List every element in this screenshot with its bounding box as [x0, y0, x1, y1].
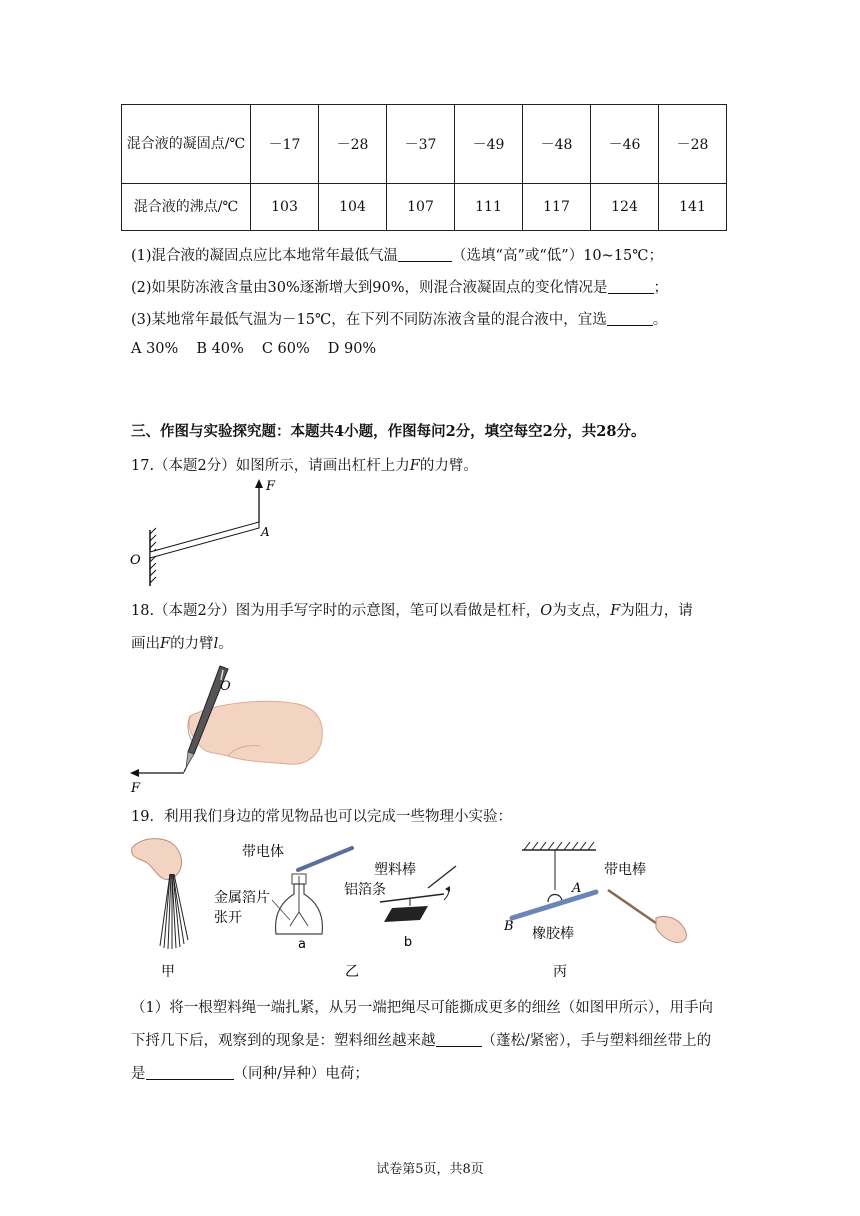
q16-part2-text: (2)如果防冻液含量由30%逐渐增大到90%，则混合液凝固点的变化情况是: [131, 280, 608, 296]
option-b[interactable]: B 40%: [196, 341, 244, 357]
section-title: 三、作图与实验探究题：本题共4小题，作图每问2分，填空每空2分，共28分。: [131, 423, 646, 440]
table-cell: 141: [659, 184, 727, 231]
q16-part3-text: (3)某地常年最低气温为－15℃，在下列不同防冻液含量的混合液中，宜选: [131, 312, 607, 328]
q19-part1-line3: [131, 1062, 369, 1083]
q19-part1-line1: （1）将一根塑料绳一端扎紧，从另一端把绳尽可能撕成更多的细丝（如图甲所示），用手向: [131, 1000, 713, 1016]
table-cell: －28: [319, 105, 387, 184]
label-a: A: [572, 881, 582, 896]
q16-part3: [131, 308, 667, 329]
table-row: [122, 105, 727, 184]
label-charged-body: 带电体: [242, 844, 284, 860]
table-cell: 107: [387, 184, 455, 231]
q19-intro: 19．利用我们身边的常见物品也可以完成一些物理小实验：: [131, 809, 512, 825]
lever-bar: [150, 522, 259, 558]
label-jia: 甲: [161, 964, 175, 980]
plastic-rod: [428, 866, 456, 888]
q17-text: [131, 454, 478, 475]
table-cell: －28: [659, 105, 727, 184]
label-b: B: [504, 919, 514, 934]
label-o: O: [220, 679, 231, 694]
q16-part1-text: (1)混合液的凝固点应比本地常年最低气温: [131, 248, 399, 264]
q18-text-d: 画出: [131, 636, 160, 652]
q16-part3-tail: 。: [652, 312, 668, 328]
row-header: 混合液的凝固点/℃: [122, 105, 251, 184]
fig-jia: [128, 834, 208, 984]
q16-part2-tail: ；: [653, 280, 668, 296]
table-cell: －46: [591, 105, 659, 184]
q19-text-d: （同种/异种）电荷；: [233, 1066, 369, 1082]
fig-yi: [212, 834, 482, 984]
table-cell: －17: [251, 105, 319, 184]
label-a: A: [261, 525, 270, 539]
q18-text-e: 的力臂: [170, 636, 214, 652]
table-cell: 104: [319, 184, 387, 231]
answer-blank[interactable]: [607, 311, 653, 326]
label-b: b: [403, 935, 413, 950]
label-a: a: [298, 937, 306, 952]
label-open: 张开: [214, 910, 242, 926]
q16-options: [131, 341, 394, 357]
label-bing: 丙: [553, 964, 567, 980]
q17-text-a: 17.（本题2分）如图所示，请画出杠杆上力: [131, 458, 410, 474]
q17-lever-figure: [128, 478, 288, 590]
q16-part1-tail: （选填“高”或“低”）10~15℃；: [452, 248, 663, 264]
q19-text-a: 下捋几下后，观察到的现象是：塑料细丝越来越: [131, 1033, 436, 1049]
option-d[interactable]: D 90%: [327, 341, 377, 357]
ceiling-hatch: [524, 842, 594, 850]
q17-var-f: F: [409, 458, 420, 474]
fig-bing: [500, 834, 700, 984]
q17-text-b: 的力臂。: [419, 458, 478, 474]
q18-var-l: l: [213, 636, 219, 652]
q16-part2: [131, 276, 668, 297]
label-f: F: [131, 781, 141, 796]
label-charged-rod: 带电棒: [604, 862, 646, 878]
arrowhead-icon: [255, 479, 263, 488]
row-header: 混合液的沸点/℃: [122, 184, 251, 231]
q18-var-f2: F: [160, 636, 171, 652]
al-strip: [380, 894, 444, 902]
answer-blank[interactable]: [436, 1032, 482, 1047]
label-plastic-rod: 塑料棒: [374, 862, 416, 878]
antifreeze-table: [121, 104, 727, 231]
label-rubber-rod: 橡胶棒: [532, 926, 574, 942]
table-cell: －48: [523, 105, 591, 184]
answer-blank[interactable]: [398, 247, 452, 262]
table-cell: 117: [523, 184, 591, 231]
plastic-strands: [160, 874, 188, 949]
q19-part1-line2: [131, 1029, 711, 1050]
page-footer: 试卷第5页，共8页: [376, 1162, 484, 1177]
table-row: [122, 184, 727, 231]
hand-shape: [132, 839, 182, 880]
option-a[interactable]: A 30%: [131, 341, 179, 357]
option-c[interactable]: C 60%: [261, 341, 310, 357]
label-yi: 乙: [345, 964, 359, 980]
answer-blank[interactable]: [146, 1065, 234, 1080]
arrowhead-icon: [130, 769, 139, 777]
q18-text-c: 为阻力，请: [620, 603, 693, 619]
label-foil: 金属箔片: [214, 890, 270, 906]
hand-shape: [656, 916, 686, 942]
q18-line2: [131, 632, 233, 653]
label-al-strip: 铝箔条: [344, 882, 386, 898]
q18-text-f: 。: [218, 636, 233, 652]
q18-var-f: F: [610, 603, 621, 619]
pen-nib: [184, 768, 186, 772]
q19-text-b: （蓬松/紧密），手与塑料细丝带上的: [481, 1033, 712, 1049]
label-o: O: [130, 553, 141, 568]
charged-rod: [298, 848, 352, 870]
rubber-rod: [512, 892, 596, 918]
q18-text-a: 18.（本题2分）图为用手写字时的示意图，笔可以看做是杠杆，: [131, 603, 541, 619]
q19-text-c: 是: [131, 1066, 146, 1082]
table-cell: －49: [455, 105, 523, 184]
q18-text-b: 为支点，: [552, 603, 611, 619]
table-cell: －37: [387, 105, 455, 184]
label-f: F: [266, 479, 276, 494]
table-cell: 124: [591, 184, 659, 231]
table-cell: 103: [251, 184, 319, 231]
base-block: [384, 906, 428, 922]
q18-var-o: O: [540, 603, 553, 619]
arrowhead-icon: [445, 886, 450, 892]
pen-tip: [186, 752, 194, 768]
q16-part1: [131, 244, 663, 265]
q18-line1: [131, 599, 693, 620]
table-cell: 111: [455, 184, 523, 231]
q18-pen-figure: [128, 658, 328, 798]
answer-blank[interactable]: [608, 279, 654, 294]
